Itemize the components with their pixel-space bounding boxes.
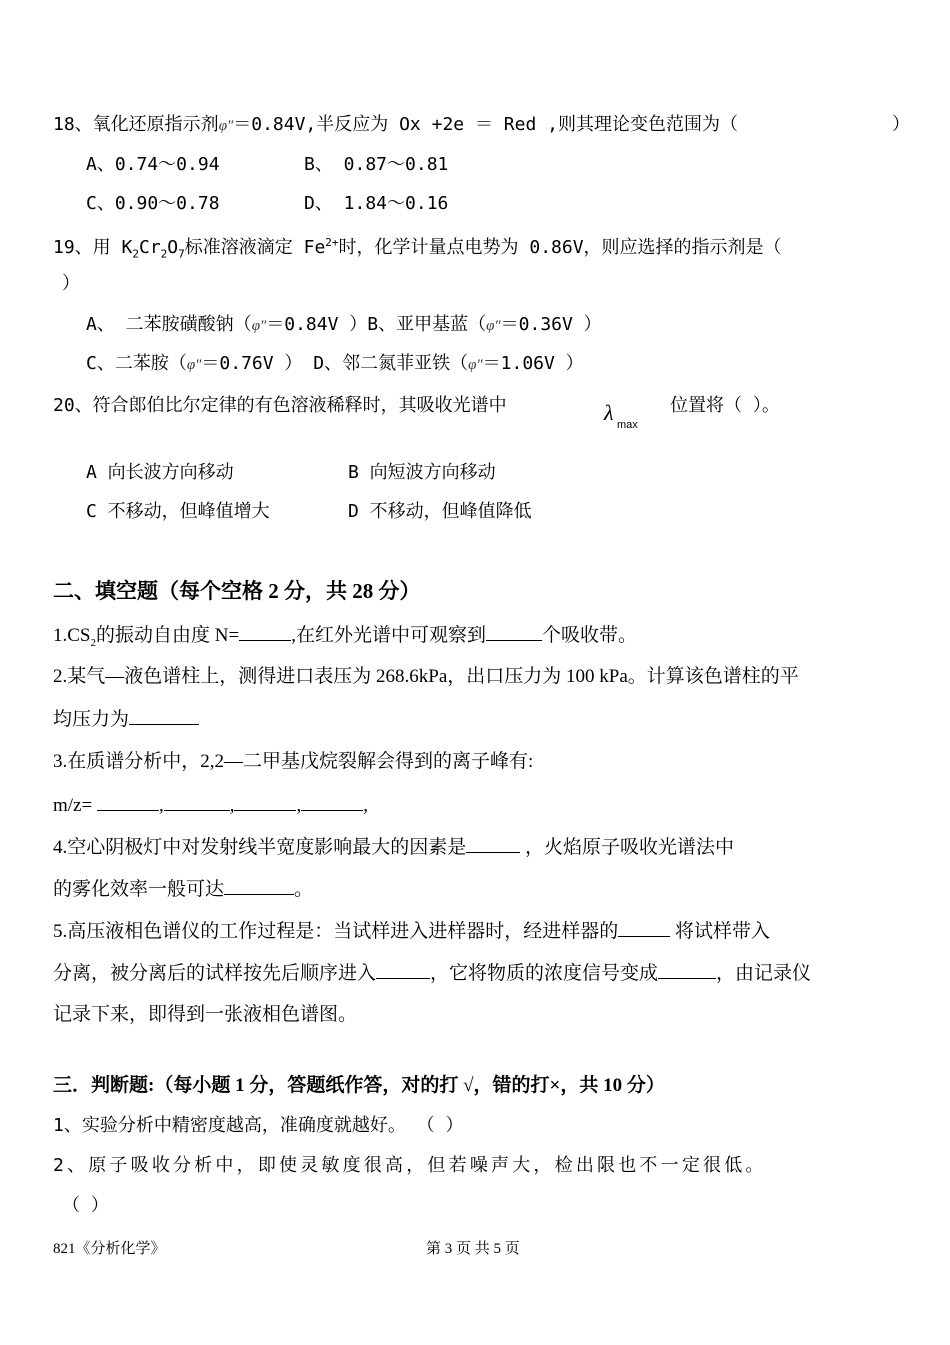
fill-4-line2 [53,876,313,903]
answer-blank[interactable] [234,792,296,811]
answer-blank[interactable] [97,792,159,811]
fill-4-line1 [53,834,734,861]
q19-text-c: O [167,237,179,258]
fill-1-sub: 2 [90,636,96,649]
lambda-symbol: λ [604,400,614,425]
judge-2-paren: （ ） [62,1195,109,1216]
fill-5-line2 [53,960,811,987]
footer-course: 821《分析化学》 [53,1241,166,1257]
phi-symbol: φ″ [218,118,234,134]
fill-1-text-d: 个吸收带。 [541,625,637,646]
fill-5-line1 [53,918,770,945]
answer-blank[interactable] [486,622,542,641]
fill-4-text-b: ，火焰原子吸收光谱法中 [525,837,735,858]
q20-option-a: A 向长波方向移动 [86,462,234,483]
q20-stem-b: 位置将（ ）。 [670,395,780,416]
q19-sub-1: 2 [132,247,139,261]
answer-blank[interactable] [618,918,670,937]
judge-1: 1、实验分析中精密度越高，准确度就越好。 （ ） [53,1115,464,1136]
lambda-subscript: max [617,419,638,431]
fill-5-text-c: 分离，被分离后的试样按先后顺序进入 [53,963,377,984]
q18-option-d: D、 1.84～0.16 [304,193,449,214]
q18-option-c: C、0.90～0.78 [86,193,220,214]
section2-title: 二、填空题（每个空格 2 分，共 28 分） [53,579,421,603]
q18-stem [53,112,738,139]
answer-blank[interactable] [658,960,716,979]
q19-text-a: 19、用 K [53,237,133,258]
q18-option-b: B、 0.87～0.81 [304,154,449,175]
q19-option-c-text: C、二苯胺（ [86,353,187,374]
judge-2: 2、原子吸收分析中，即使灵敏度很高，但若噪声大，检出限也不一定很低。 [53,1155,767,1176]
fill-1 [53,622,637,656]
fill-5-text-d: ，它将物质的浓度信号变成 [430,963,659,984]
q18-close-paren: ） [892,114,910,135]
q19-sub-2: 2 [160,247,168,261]
q19-stem [53,230,782,268]
q20-stem-a: 20、符合郎伯比尔定律的有色溶液稀释时，其吸收光谱中 [53,395,507,416]
fill-5-text-a: 5.高压液相色谱仪的工作过程是：当试样进入进样器时，经进样器的 [53,921,619,942]
q19-options-ab [86,312,602,339]
q19-option-a-value: ＝0.84V ）B、亚甲基蓝（ [266,314,487,335]
q20-option-d: D 不移动，但峰值降低 [348,501,532,522]
q20-option-c: C 不移动，但峰值增大 [86,501,270,522]
fill-2-text: 均压力为 [53,709,130,730]
fill-5-text-b: 将试样带入 [675,921,771,942]
phi-symbol: φ″ [186,357,202,373]
answer-blank[interactable] [239,622,291,641]
q18-option-a: A、0.74～0.94 [86,154,220,175]
fill-5-line3: 记录下来，即得到一张液相色谱图。 [53,1004,358,1025]
footer-page-number: 第 3 页 共 5 页 [426,1241,520,1257]
fill-2-line1: 2.某气—液色谱柱上，测得进口表压为 268.6kPa，出口压力为 100 kPa。计算该色谱柱的平 [53,666,799,687]
phi-symbol: φ″ [251,318,267,334]
q19-text-e: 时，化学计量点电势为 0.86V，则应选择的指示剂是（ [338,237,782,258]
q19-option-d-text: ＝0.76V ） D、邻二氮菲亚铁（ [201,353,469,374]
fill-3-line2: m/z= , , , , [53,792,368,819]
q19-text-b: Cr [138,237,161,258]
fill-1-text-c: ,在红外光谱中可观察到 [291,625,486,646]
q19-sub-3: 7 [178,247,185,261]
fill-5-text-e: ，由记录仪 [716,963,812,984]
fill-4-text-d: 。 [294,879,314,900]
phi-symbol: φ″ [486,318,501,334]
answer-blank[interactable] [164,792,230,811]
fill-4-text-c: 的雾化效率一般可达 [53,879,225,900]
fill-4-text-a: 4.空心阴极灯中对发射线半宽度影响最大的因素是 [53,837,467,858]
fill-3-line1: 3.在质谱分析中，2,2—二甲基戊烷裂解会得到的离子峰有: [53,751,534,772]
q19-options-cd [86,351,584,378]
q18-stem-text-b: ＝0.84V,半反应为 Ox +2e ＝ Red ,则其理论变色范围为（ [233,114,738,135]
q18-stem-text-a: 18、氧化还原指示剂 [53,114,219,135]
phi-symbol: φ″ [468,357,483,373]
answer-blank[interactable] [224,876,294,895]
q19-option-a-text: A、 二苯胺磺酸钠（ [86,314,252,335]
fill-2-line2 [53,706,199,733]
answer-blank[interactable] [301,792,363,811]
fill-1-text-b: 的振动自由度 N= [96,625,240,646]
answer-blank[interactable] [129,706,199,725]
q19-text-d: 标准溶液滴定 Fe [184,237,326,258]
answer-blank[interactable] [376,960,430,979]
q19-option-d-value: ＝1.06V ） [482,353,584,374]
q19-sup-1: 2+ [325,236,339,249]
q19-close-paren: ） [62,273,80,294]
section3-title: 三．判断题:（每小题 1 分，答题纸作答，对的打 √，错的打×，共 10 分） [53,1075,665,1096]
fill-1-text-a: 1.CS [53,625,91,646]
q19-option-b-value: ＝0.36V ） [500,314,602,335]
answer-blank[interactable] [466,834,520,853]
q20-option-b: B 向短波方向移动 [348,462,496,483]
fill-3-text: m/z= [53,795,93,816]
